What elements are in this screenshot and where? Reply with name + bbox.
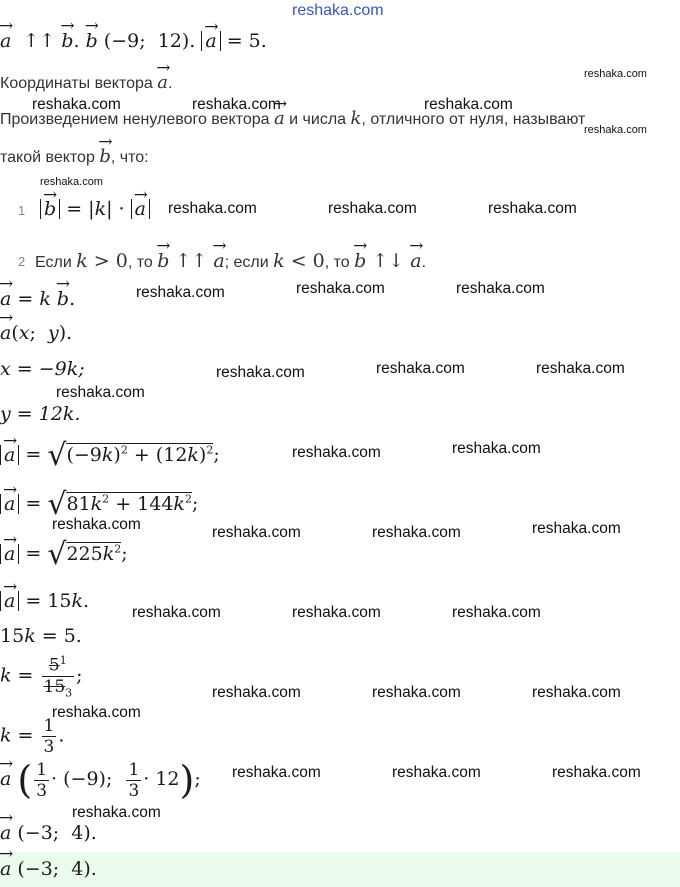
watermark: reshaka.com [292,604,381,621]
watermark: reshaka.com [52,516,141,533]
watermark: reshaka.com [212,524,301,541]
watermark: reshaka.com [488,200,577,217]
watermark: reshaka.com [292,444,381,461]
watermark: reshaka.com [72,804,161,821]
coords-label: Координаты вектора → a. [0,72,172,93]
watermark: reshaka.com [216,364,305,381]
coord-result: → a (−3; 4). [0,822,97,844]
watermark: reshaka.com [552,764,641,781]
a-xy: → a(x; y). [0,322,72,344]
x-eq: x = −9k; [0,358,85,380]
watermark: reshaka.com [212,684,301,701]
site-watermark: reshaka.com [292,2,384,19]
answer-text: → a (−3; 4). [0,858,97,880]
watermark: reshaka.com [452,440,541,457]
item-1-number: 1 [18,203,26,218]
answer-box [0,852,680,887]
length-eq-3: → $a = √225k^2$; [0,537,128,572]
coord-computation: → a ( $\frac{1}{3}$ · (−9); $\frac{1}{3}$ · 12); [0,758,201,802]
watermark: reshaka.com [192,96,281,113]
watermark: reshaka.com [372,684,461,701]
watermark: reshaka.com [372,524,461,541]
eq-15k: 15k = 5. [0,625,82,647]
watermark: reshaka.com [296,280,385,297]
length-eq-2: → $a = √81k^2 + 144k^2$; [0,487,198,522]
watermark: reshaka.com [532,684,621,701]
definition-line-2: такой вектор → b, что: [0,146,149,167]
watermark: reshaka.com [532,520,621,537]
watermark: reshaka.com [32,96,121,113]
item-1-formula: → b = |k| · → a [40,198,150,220]
vector-a: → a [0,30,11,52]
item-2-formula: Если k > 0, то → b ↑↑ → a; если k < 0, то → b ↑↓ → a. [35,250,426,272]
watermark: reshaka.com [392,764,481,781]
watermark: reshaka.com [536,360,625,377]
item-2-number: 2 [18,254,26,269]
watermark: reshaka.com [424,96,513,113]
watermark: reshaka.com [136,284,225,301]
definition-line-1: Произведением ненулевого вектора → a и числа k, отличного от нуля, называют [0,108,585,129]
watermark: reshaka.com [132,604,221,621]
watermark: reshaka.com [584,124,647,136]
abs-a: → a [201,31,220,51]
length-eq-1: → $a = √(-9k)^2 + (12k)^2$; [0,438,220,473]
watermark: reshaka.com [40,176,103,188]
watermark: reshaka.com [456,280,545,297]
watermark: reshaka.com [168,200,257,217]
watermark: reshaka.com [328,200,417,217]
given-line: → a ↑↑ → b. → b (−9; 12). → a = 5. [0,30,267,52]
given-text: ↑↑ → b. → b (−9; 12). [17,30,201,52]
watermark: reshaka.com [52,704,141,721]
watermark: reshaka.com [56,384,145,401]
watermark: reshaka.com [232,764,321,781]
y-eq: y = 12k. [0,403,81,425]
k-final: k = $\frac{1}{3}$ . [0,716,65,757]
length-eq-4: → a = 15k. [0,590,89,612]
watermark: reshaka.com [584,68,647,80]
a-equals-kb: → a = k → b. [0,288,75,310]
watermark: reshaka.com [376,360,465,377]
watermark: reshaka.com [452,604,541,621]
k-fraction: k = $\frac{5^1}{15_3}$ ; [0,654,83,700]
